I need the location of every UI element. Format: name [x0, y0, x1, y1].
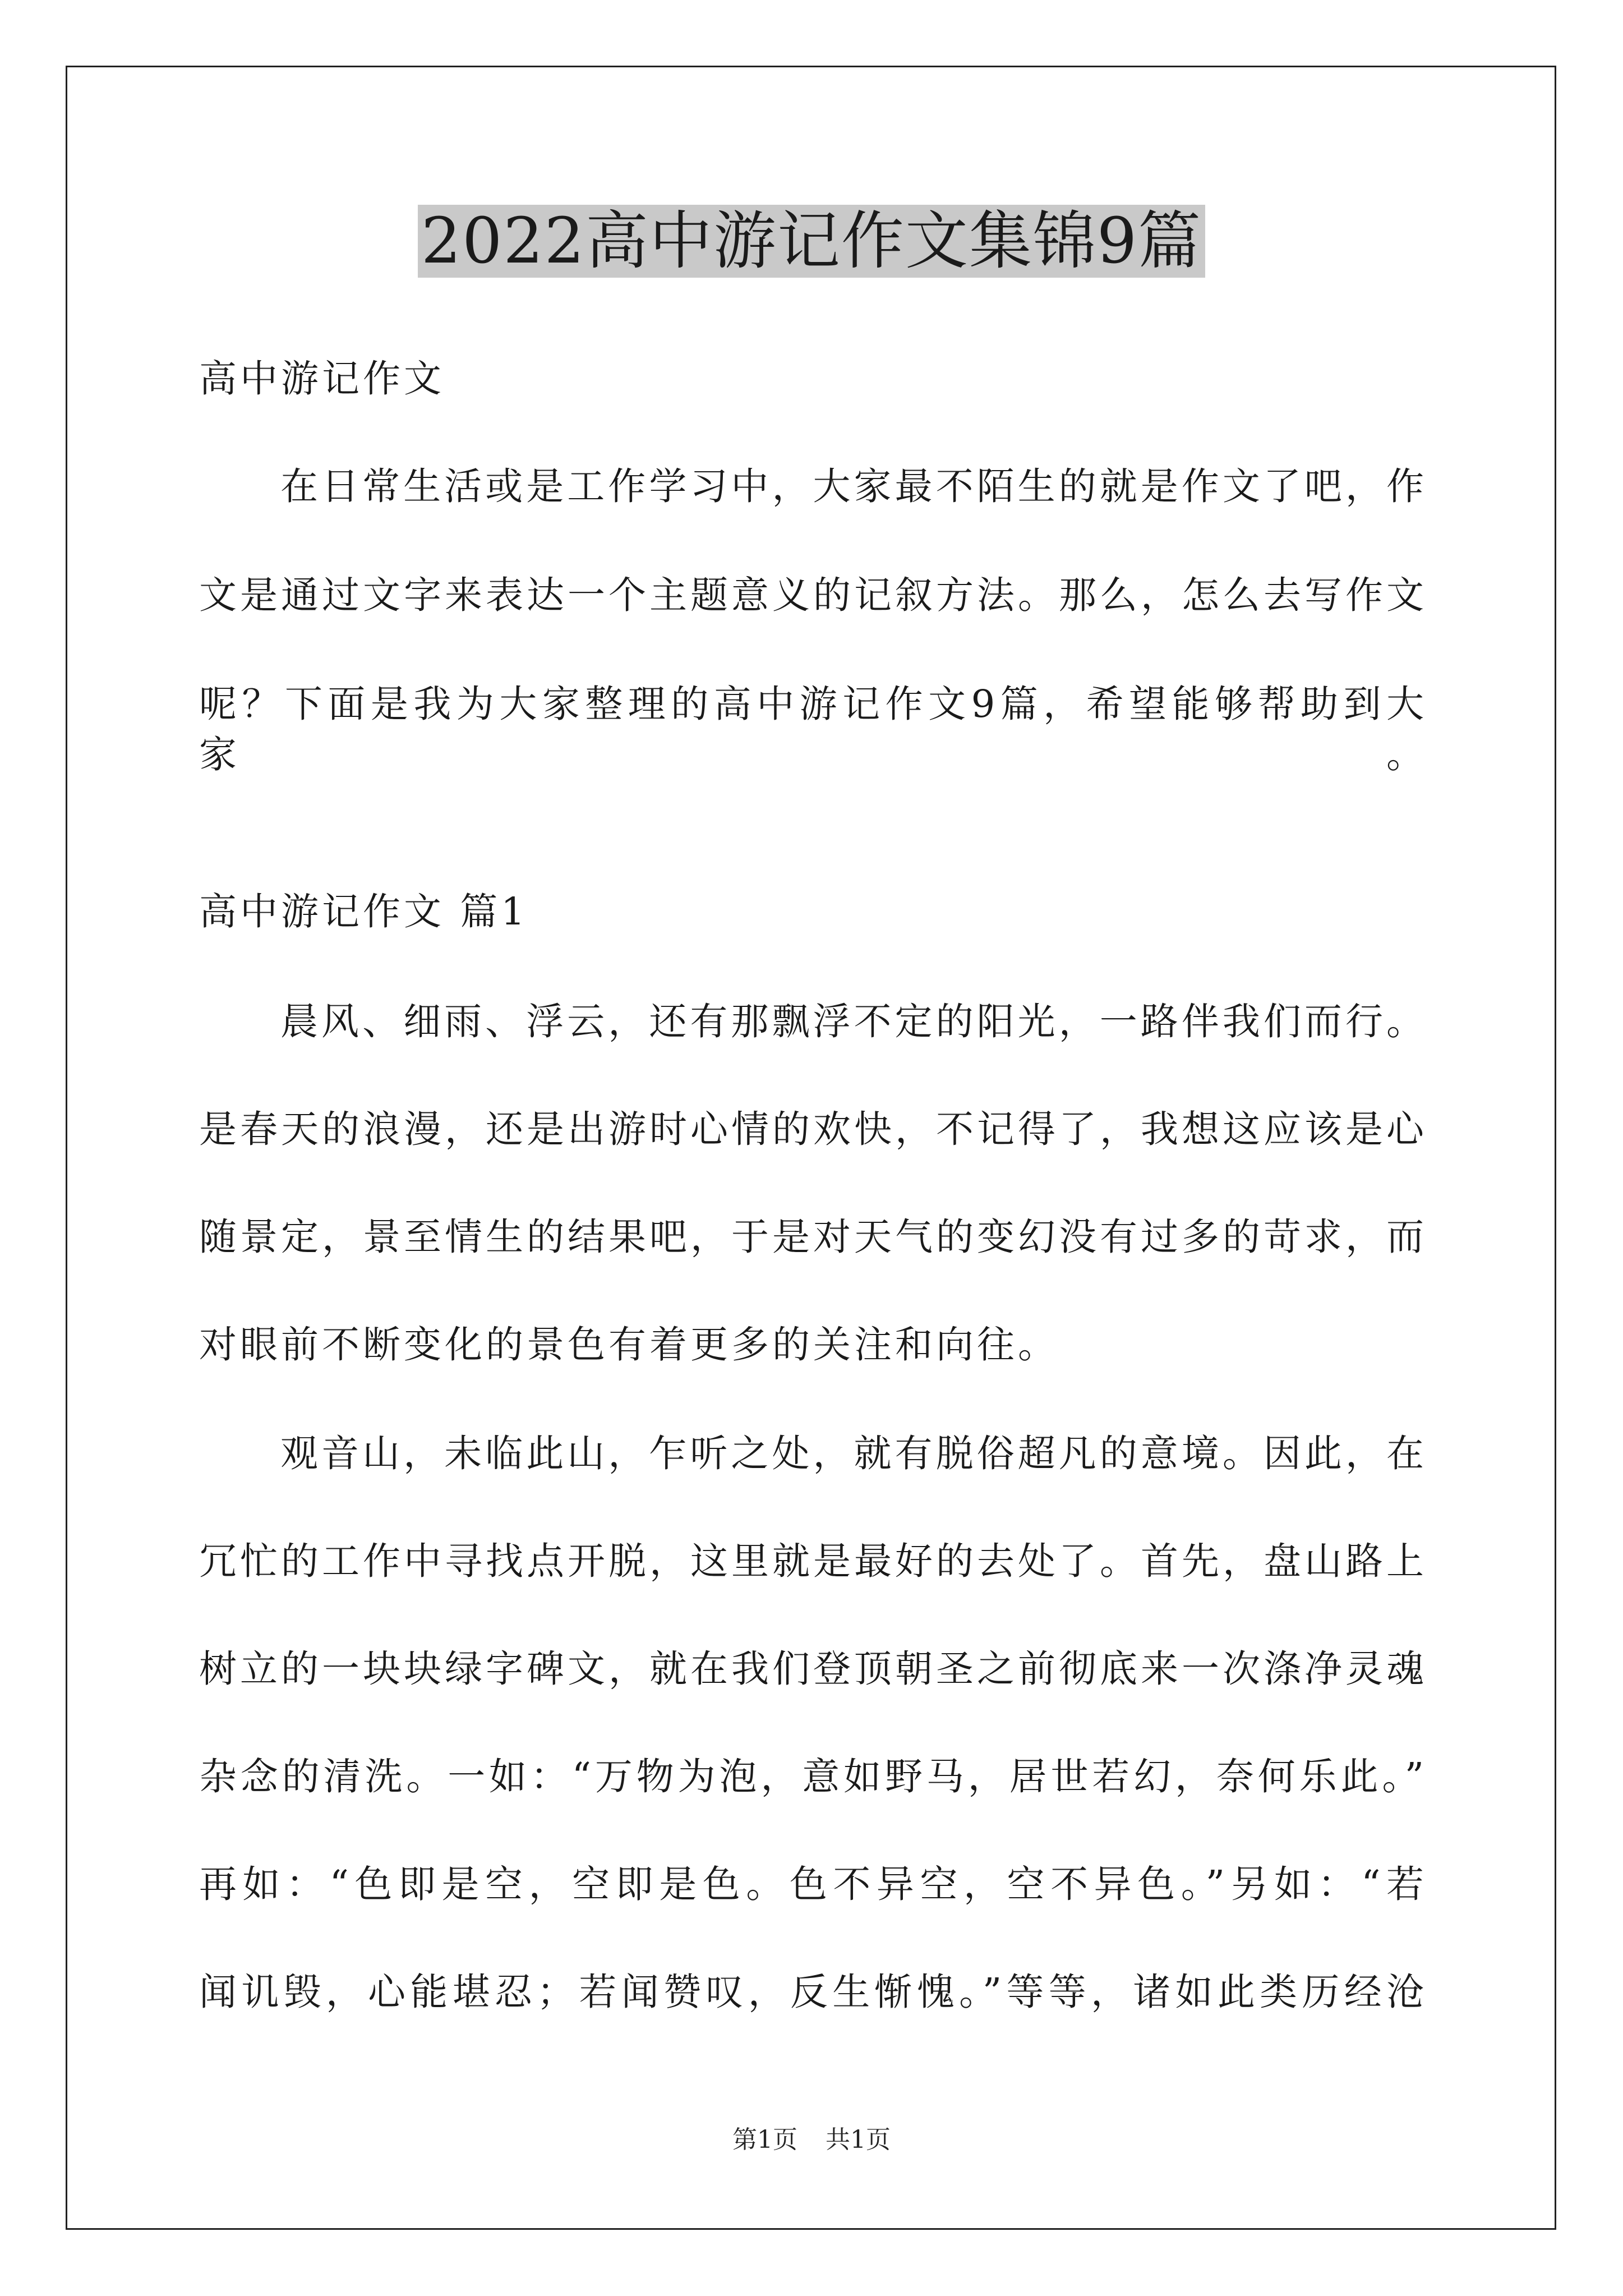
part1-para2-line: 闻讥毁，心能堪忍；若闻赞叹，反生惭愧。”等等，诸如此类历经沧 [199, 1970, 1427, 2014]
document-title-text: 2022高中游记作文集锦9篇 [418, 205, 1205, 278]
part1-para2-line: 再如：“色即是空，空即是色。色不异空，空不异色。”另如：“若 [199, 1862, 1427, 1906]
part1-para1-line: 晨风、细雨、浮云，还有那飘浮不定的阳光，一路伴我们而行。 [280, 1000, 1427, 1043]
intro-line: 在日常生活或是工作学习中，大家最不陌生的就是作文了吧，作 [280, 464, 1427, 508]
intro-line: 呢？下面是我为大家整理的高中游记作文9篇，希望能够帮助到大家。 [199, 682, 1427, 776]
part1-para1-line: 是春天的浪漫，还是出游时心情的欢快，不记得了，我想这应该是心 [199, 1107, 1427, 1151]
part1-para2-line: 观音山，未临此山，乍听之处，就有脱俗超凡的意境。因此，在 [280, 1432, 1427, 1475]
page-number-total: 共1页 [826, 2125, 891, 2154]
part1-para2-line: 杂念的清洗。一如：“万物为泡，意如野马，居世若幻，奈何乐此。” [199, 1755, 1427, 1798]
page-footer [0, 2123, 1623, 2157]
part1-para2-line: 树立的一块块绿字碑文，就在我们登顶朝圣之前彻底来一次涤净灵魂 [199, 1647, 1427, 1691]
part1-heading: 高中游记作文 篇1 [199, 890, 528, 933]
part1-para2-line: 冗忙的工作中寻找点开脱，这里就是最好的去处了。首先，盘山路上 [199, 1539, 1427, 1583]
document-title [0, 202, 1623, 280]
part1-para1-line: 对眼前不断变化的景色有着更多的关注和向往。 [199, 1323, 1059, 1366]
intro-heading: 高中游记作文 [199, 357, 445, 401]
page-number-current: 第1页 [732, 2125, 797, 2154]
part1-para1-line: 随景定，景至情生的结果吧，于是对天气的变幻没有过多的苛求，而 [199, 1215, 1427, 1259]
intro-line: 文是通过文字来表达一个主题意义的记叙方法。那么，怎么去写作文 [199, 573, 1427, 617]
